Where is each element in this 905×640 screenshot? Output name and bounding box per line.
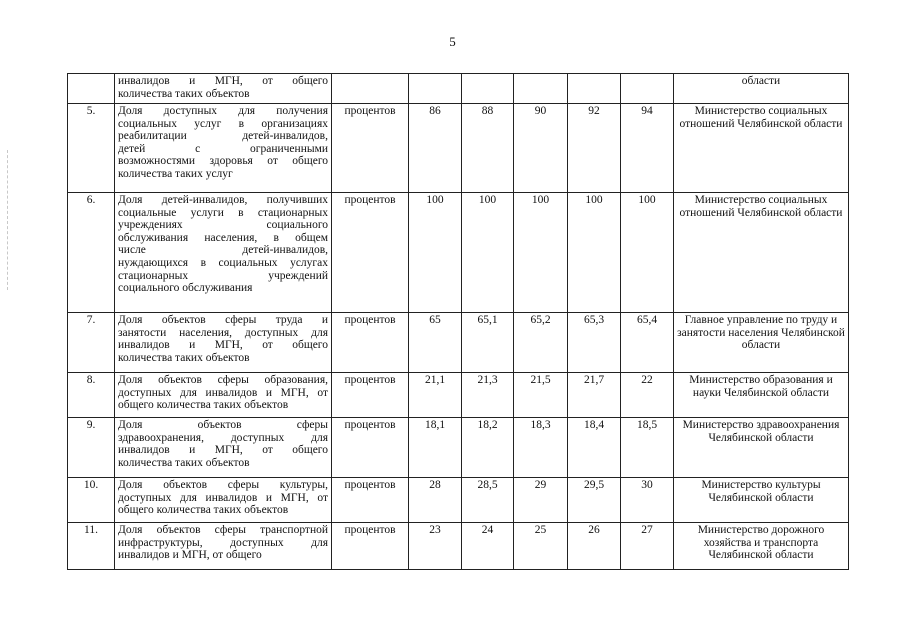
description-line: стационарных учреждений xyxy=(118,269,328,282)
year-value-cell: 21,7 xyxy=(568,373,621,418)
page-number: 5 xyxy=(449,34,456,49)
description-line: возможностями здоровья от общего xyxy=(118,155,328,168)
description-line: количества таких объектов xyxy=(118,87,250,100)
year-value-cell: 100 xyxy=(514,193,568,313)
row-number-cell: 5. xyxy=(68,104,115,193)
year-value-cell: 92 xyxy=(568,104,621,193)
indicators-table xyxy=(67,73,849,570)
responsible-organization-cell: Министерство социальных отношений Челябинской области xyxy=(674,193,849,313)
description-line: социальные услуги в стационарных xyxy=(118,206,328,219)
description-line: доступных для инвалидов и МГН, от xyxy=(118,386,328,399)
indicator-description-cell xyxy=(115,313,332,373)
year-value-cell xyxy=(621,74,674,104)
description-line: Доля детей-инвалидов, получивших xyxy=(118,194,328,206)
table-row xyxy=(68,313,849,373)
year-value-cell: 18,1 xyxy=(409,418,462,478)
year-value-cell: 18,3 xyxy=(514,418,568,478)
indicator-description-cell xyxy=(115,523,332,570)
year-value-cell: 28 xyxy=(409,478,462,523)
year-value-cell: 100 xyxy=(621,193,674,313)
description-line: реабилитации детей-инвалидов, xyxy=(118,130,328,143)
year-value-cell: 65,2 xyxy=(514,313,568,373)
description-line: Доля объектов сферы xyxy=(118,419,328,431)
year-value-cell: 29 xyxy=(514,478,568,523)
indicator-description-cell xyxy=(115,373,332,418)
table-row xyxy=(68,373,849,418)
year-value-cell: 29,5 xyxy=(568,478,621,523)
year-value-cell: 23 xyxy=(409,523,462,570)
responsible-organization-cell: Министерство социальных отношений Челябинской области xyxy=(674,104,849,193)
year-value-cell: 25 xyxy=(514,523,568,570)
year-value-cell: 90 xyxy=(514,104,568,193)
year-value-cell xyxy=(568,74,621,104)
year-value-cell: 100 xyxy=(568,193,621,313)
year-value-cell: 24 xyxy=(462,523,514,570)
year-value-cell: 28,5 xyxy=(462,478,514,523)
description-line: инвалидов и МГН, от общего xyxy=(118,549,262,562)
description-line: доступных для инвалидов и МГН, от xyxy=(118,491,328,504)
unit-cell: процентов xyxy=(332,313,409,373)
description-line: количества таких объектов xyxy=(118,456,250,469)
description-line: здравоохранения, доступных для xyxy=(118,431,328,444)
responsible-organization-cell: Министерство здравоохранения Челябинской области xyxy=(674,418,849,478)
row-number-cell: 8. xyxy=(68,373,115,418)
year-value-cell: 65,4 xyxy=(621,313,674,373)
year-value-cell xyxy=(462,74,514,104)
responsible-organization-cell: Министерство образования и науки Челябинской области xyxy=(674,373,849,418)
year-value-cell: 21,5 xyxy=(514,373,568,418)
year-value-cell: 88 xyxy=(462,104,514,193)
year-value-cell: 100 xyxy=(409,193,462,313)
unit-cell: процентов xyxy=(332,373,409,418)
indicator-description-cell xyxy=(115,478,332,523)
unit-cell: процентов xyxy=(332,478,409,523)
indicator-description-cell xyxy=(115,74,332,104)
row-number-cell: 10. xyxy=(68,478,115,523)
year-value-cell xyxy=(514,74,568,104)
year-value-cell: 94 xyxy=(621,104,674,193)
indicator-description-cell xyxy=(115,193,332,313)
table-row xyxy=(68,418,849,478)
description-line: общего количества таких объектов xyxy=(118,504,289,517)
table-body xyxy=(68,74,849,570)
unit-cell: процентов xyxy=(332,104,409,193)
year-value-cell: 18,4 xyxy=(568,418,621,478)
unit-cell: процентов xyxy=(332,193,409,313)
year-value-cell: 65 xyxy=(409,313,462,373)
unit-cell: процентов xyxy=(332,418,409,478)
description-line: социального обслуживания xyxy=(118,282,253,295)
responsible-organization-cell: области xyxy=(674,74,849,104)
description-line: обслуживания населения, в общем xyxy=(118,231,328,244)
table-row xyxy=(68,478,849,523)
year-value-cell: 86 xyxy=(409,104,462,193)
description-line: Доля объектов сферы культуры, xyxy=(118,479,328,491)
description-line: инвалидов и МГН, от общего xyxy=(118,75,328,87)
description-line: Доля объектов сферы транспортной xyxy=(118,524,328,536)
year-value-cell: 65,3 xyxy=(568,313,621,373)
row-number-cell: 9. xyxy=(68,418,115,478)
year-value-cell: 27 xyxy=(621,523,674,570)
row-number-cell: 6. xyxy=(68,193,115,313)
description-line: количества таких объектов xyxy=(118,351,250,364)
year-value-cell: 22 xyxy=(621,373,674,418)
year-value-cell: 100 xyxy=(462,193,514,313)
description-line: Доля доступных для получения xyxy=(118,105,328,117)
year-value-cell: 21,1 xyxy=(409,373,462,418)
description-line: инвалидов и МГН, от общего xyxy=(118,339,328,352)
description-line: количества таких услуг xyxy=(118,167,233,180)
description-line: учреждениях социального xyxy=(118,219,328,232)
description-line: общего количества таких объектов xyxy=(118,399,289,412)
margin-fold-line xyxy=(7,150,8,290)
description-line: нуждающихся в социальных услугах xyxy=(118,256,328,269)
description-line: социальных услуг в организациях xyxy=(118,117,328,130)
year-value-cell: 26 xyxy=(568,523,621,570)
description-line: инвалидов и МГН, от общего xyxy=(118,444,328,457)
description-line: занятости населения, доступных для xyxy=(118,326,328,339)
description-line: инфраструктуры, доступных для xyxy=(118,536,328,549)
table-row xyxy=(68,74,849,104)
table-row xyxy=(68,104,849,193)
description-line: числе детей-инвалидов, xyxy=(118,244,328,257)
responsible-organization-cell: Главное управление по труду и занятости населения Челябинской области xyxy=(674,313,849,373)
indicator-description-cell xyxy=(115,418,332,478)
year-value-cell: 21,3 xyxy=(462,373,514,418)
table-row xyxy=(68,193,849,313)
year-value-cell: 30 xyxy=(621,478,674,523)
year-value-cell: 18,5 xyxy=(621,418,674,478)
description-line: Доля объектов сферы труда и xyxy=(118,314,328,326)
row-number-cell: 7. xyxy=(68,313,115,373)
unit-cell xyxy=(332,74,409,104)
row-number-cell: 11. xyxy=(68,523,115,570)
responsible-organization-cell: Министерство культуры Челябинской области xyxy=(674,478,849,523)
row-number-cell xyxy=(68,74,115,104)
year-value-cell: 65,1 xyxy=(462,313,514,373)
indicator-description-cell xyxy=(115,104,332,193)
unit-cell: процентов xyxy=(332,523,409,570)
description-line: Доля объектов сферы образования, xyxy=(118,374,328,386)
year-value-cell xyxy=(409,74,462,104)
description-line: детей с ограниченными xyxy=(118,142,328,155)
year-value-cell: 18,2 xyxy=(462,418,514,478)
table-row xyxy=(68,523,849,570)
responsible-organization-cell: Министерство дорожного хозяйства и транспорта Челябинской области xyxy=(674,523,849,570)
